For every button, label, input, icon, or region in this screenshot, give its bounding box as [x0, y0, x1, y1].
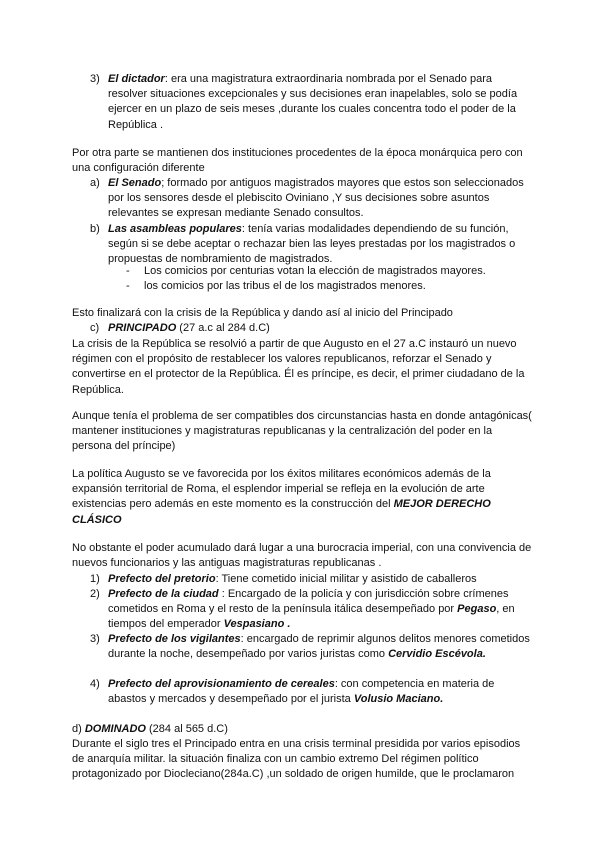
- sub-item: Los comicios por centurias votan la elección de magistrados mayores.: [144, 265, 486, 277]
- text: : Tiene cometido inicial militar y asistido de caballeros: [215, 573, 477, 585]
- dash-marker: -: [126, 280, 130, 292]
- asambleas-paragraph: [108, 222, 532, 268]
- term: El Senado: [108, 177, 162, 189]
- list-number: 3): [90, 73, 100, 85]
- dominado-p1: Durante el siglo tres el Principado entra en una crisis terminal presidida por varios episodios de anarquía militar. la situación finaliza con un cambio extremo Del régimen político protagonizado por Diocleciano(284a.C) ,un soldado de origen humilde, que le proclamaron: [72, 738, 521, 781]
- heading-term: PRINCIPADO: [108, 322, 177, 334]
- principado-p3: [72, 467, 532, 528]
- term: El dictador: [108, 73, 165, 85]
- principado-p1: La crisis de la República se resolvió a partir de que Augusto en el 27 a.C instauró un nuevo régimen con el propósito de restablecer los valores republicanos, reforzar el Senado y convertirse en el protector de la República. Él es príncipe, es decir, el primer ciudadano de la República.: [72, 338, 525, 396]
- emphasis: MEJOR DERECHO CLÁSICO: [72, 498, 491, 526]
- list-marker: d): [72, 723, 82, 735]
- term: Prefecto del pretorio: [108, 573, 216, 585]
- principado-p4: No obstante el poder acumulado dará lugar a una burocracia imperial, con una convivencia de nuevos funcionarios y las antiguas magistraturas republicanas .: [72, 542, 532, 570]
- name: Vespasiano .: [223, 618, 291, 631]
- senado-paragraph: [108, 176, 532, 222]
- fin-republica: Esto finalizará con la crisis de la República y dando así al inicio del Principado: [72, 307, 453, 319]
- text: : tenía varias modalidades dependiendo de su función, según si se debe aceptar o rechazar bien las leyes prestadas por los magistrados o propuestas de nombramiento de magistrados.: [108, 223, 516, 266]
- list-number: 3): [90, 633, 100, 645]
- text: : encargado de reprimir algunos delitos menores cometidos durante la noche, desempeñado por varios juristas como: [108, 633, 530, 661]
- dates: (27 a.c al 284 d.C): [176, 322, 270, 334]
- prefecto-item: [108, 677, 532, 707]
- sub-item: los comicios por las tribus el de los magistrados menores.: [144, 280, 426, 292]
- principado-heading: [108, 321, 532, 336]
- dictador-paragraph: [108, 72, 532, 133]
- instituciones-intro: Por otra parte se mantienen dos instituciones procedentes de la época monárquica pero con una configuración diferente: [72, 147, 523, 175]
- heading-term: DOMINADO: [84, 723, 146, 735]
- text: : con competencia en materia de abastos y mercados y desempeñado por el jurista: [108, 678, 495, 706]
- dates: (284 al 565 d.C): [145, 723, 228, 735]
- principado-p2: Aunque tenía el problema de ser compatibles dos circunstancias hasta en donde antagónicas( mantener instituciones y magistraturas republicanas y la centralización del poder en la persona del príncipe): [72, 410, 532, 453]
- term: Prefecto de los vigilantes: [108, 633, 241, 645]
- list-marker: a): [90, 177, 100, 189]
- list-number: 2): [90, 588, 100, 600]
- text: ; formado por antiguos magistrados mayores que estos son seleccionados por los sensores desde el plebiscito Oviniano ,Y sus decisiones sobre asuntos relevantes se expresan mediante Senado consultos.: [108, 177, 524, 220]
- text: La política Augusto se ve favorecida por los éxitos militares económicos además de la expansión territorial de Roma, el esplendor imperial se refleja en la evolución de arte existencias pero además en este momento es la construcción del: [72, 468, 491, 511]
- term: Las asambleas populares: [108, 223, 242, 235]
- term: Prefecto de la ciudad: [108, 588, 219, 600]
- term: Prefecto del aprovisionamiento de cereales: [108, 678, 335, 690]
- name: Cervidio Escévola.: [388, 648, 486, 661]
- text: , en tiempos del emperador: [108, 603, 515, 631]
- name: Pegaso: [457, 603, 497, 616]
- list-marker: c): [90, 322, 100, 334]
- list-marker: b): [90, 223, 100, 235]
- list-number: 4): [90, 678, 100, 690]
- prefecto-item: [108, 587, 532, 633]
- name: Volusio Maciano.: [353, 693, 444, 706]
- list-number: 1): [90, 573, 100, 585]
- dominado-heading: [72, 722, 532, 737]
- dash-marker: -: [126, 265, 130, 277]
- prefecto-item: [108, 632, 532, 662]
- text: : Encargado de la policía y con jurisdicción sobre crímenes cometidos en Roma y el resto de la península itálica desempeñado por: [108, 588, 509, 616]
- prefecto-item: [108, 572, 532, 587]
- text: : era una magistratura extraordinaria nombrada por el Senado para resolver situaciones excepcionales y sus decisiones eran inapelables, solo se podía ejercer en un plazo de seis meses ,durante los cuales concentra todo el poder de la República .: [108, 73, 518, 131]
